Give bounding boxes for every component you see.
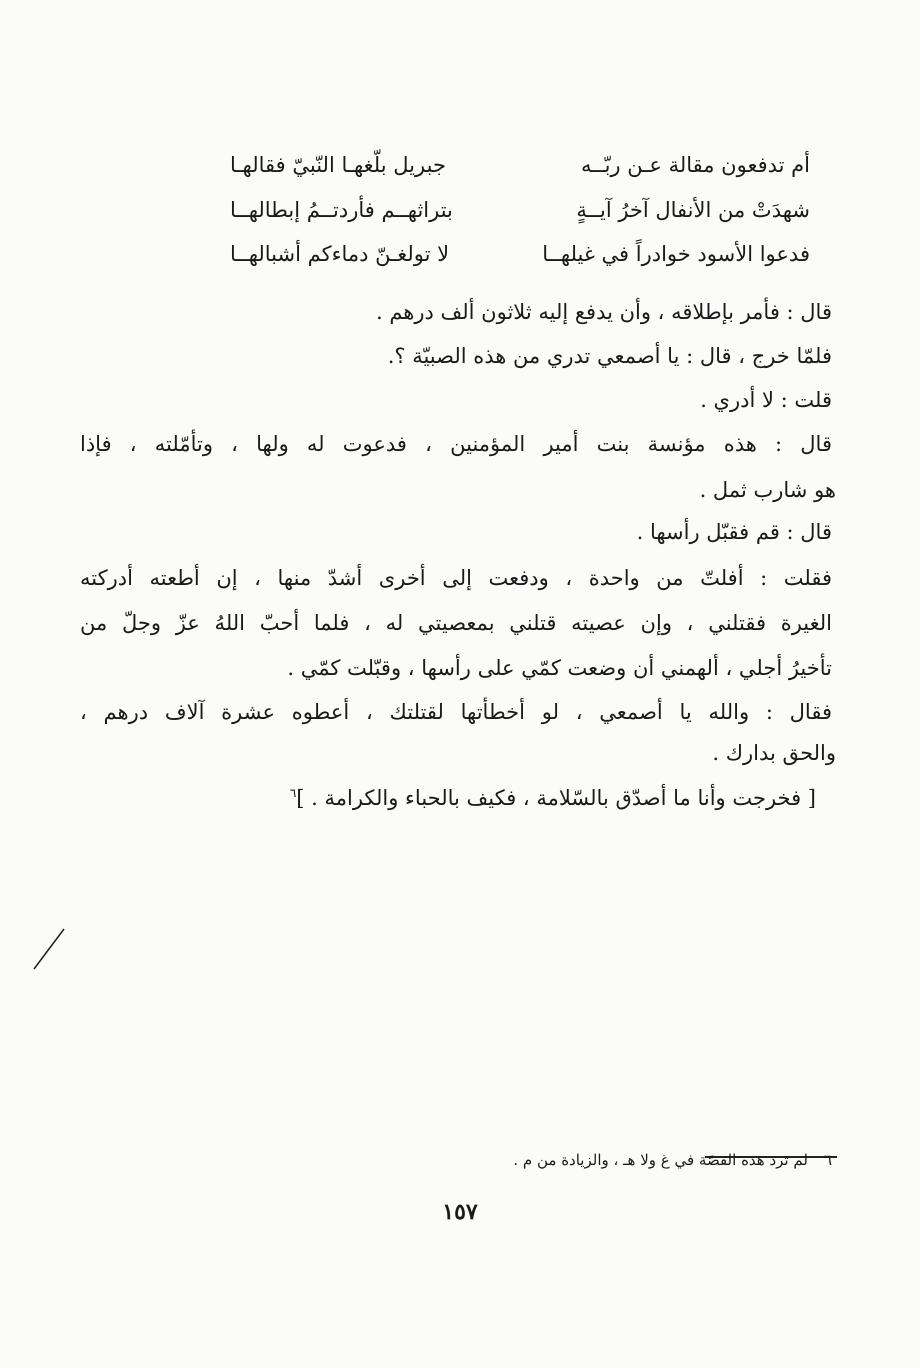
pen-stroke-mark [30,925,70,975]
text-line: والحق بدارك . [712,741,836,765]
verse-second-hemistich: جبريل بلّغهـا النّبيّ فقالهـا [230,153,446,177]
text-line: الغيرة فقتلني ، وإن عصيته قتلني بمعصيتي له ، فلما أحبّ اللهُ عزّ وجلّ من [80,611,832,635]
footnote-number: ٦ [823,1151,832,1169]
verse-second-hemistich: بتراثهــم فأردتــمُ إبطالهــا [230,198,453,222]
page-number: ١٥٧ [442,1199,478,1225]
text-line: قال : قم فقبّل رأسها . [636,520,832,544]
verse-second-hemistich: لا تولغـنّ دماءكم أشبالهــا [230,242,450,266]
text-line: فلمّا خرج ، قال : يا أصمعي تدري من هذه الصبيّة ؟. [387,344,832,368]
bracketed-text: [ فخرجت وأنا ما أصدّق بالسّلامة ، فكيف بالحباء والكرامة . ] [296,786,816,810]
text-line: قال : فأمر بإطلاقه ، وأن يدفع إليه ثلاثون ألف درهم . [375,300,832,324]
footnote-marker: ٦ [289,786,297,800]
closing-bracket-line [80,787,816,809]
text-line: قال : هذه مؤنسة بنت أمير المؤمنين ، فدعوت له ولها ، وتأمّلته ، فإذا [80,432,832,456]
verse-line [230,155,810,176]
verse-first-hemistich: فدعوا الأسود خوادراً في غيلهــا [542,242,810,266]
verse-line [230,244,810,265]
footnote [513,1151,832,1169]
text-line: فقلت : أفلتّ من واحدة ، ودفعت إلى أخرى أشدّ منها ، إن أطعته أدركته [80,566,832,590]
footnote-text: لم ترد هذه القصّة في غ ولا هـ ، والزيادة من م . [513,1151,808,1169]
verse-first-hemistich: شهدَتْ من الأنفال آخرُ آيــةٍ [576,198,810,222]
verse-first-hemistich: أم تدفعون مقالة عـن ربّــه [581,153,810,177]
text-line: هو شارب ثمل . [699,478,836,502]
verse-line [230,200,810,221]
text-line: فقال : والله يا أصمعي ، لو أخطأتها لقتلتك ، أعطوه عشرة آلاف درهم ، [80,700,832,724]
text-line: قلت : لا أدري . [700,388,832,412]
text-line: تأخيرُ أجلي ، ألهمني أن وضعت كمّي على رأسها ، وقبّلت كمّي . [287,656,832,680]
